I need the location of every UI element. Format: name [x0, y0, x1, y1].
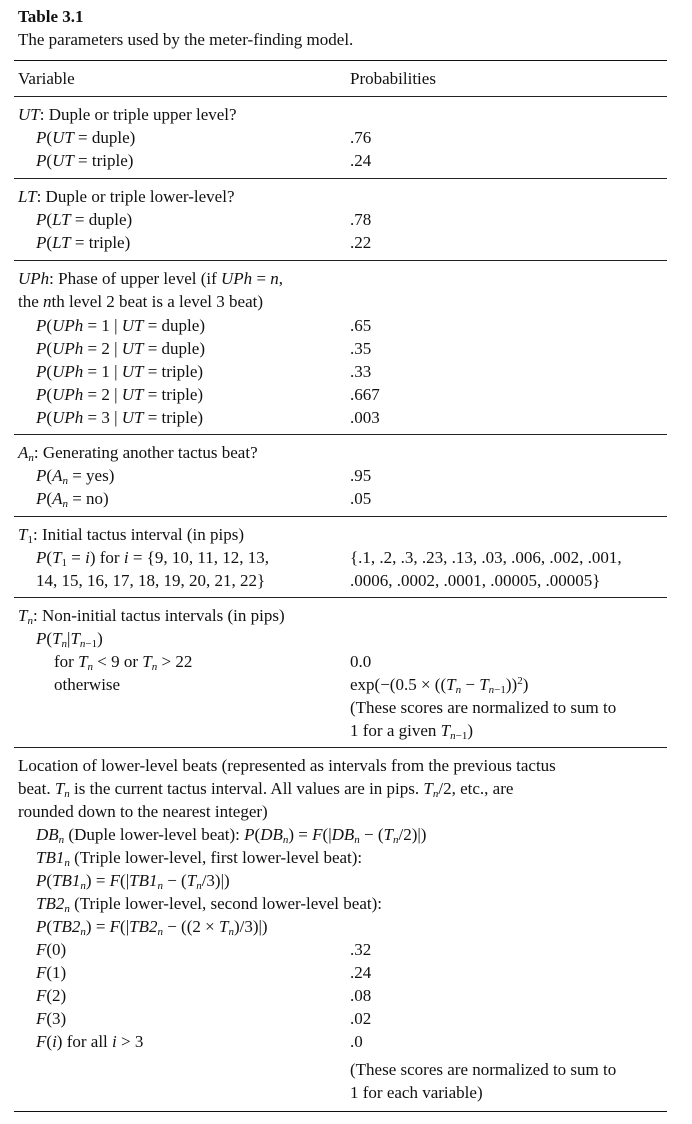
tn-note-line1: (These scores are normalized to sum to [350, 698, 617, 717]
fi-label: F(i) for all i > 3 [36, 1032, 144, 1051]
fi-value: .0 [350, 1032, 363, 1051]
section-rule [14, 260, 667, 261]
db-formula: $DB_n$ (Duple lower-level beat): $P(DB_n) = F(|DB_n - (T_n/2)|)$ [36, 825, 427, 846]
lower-desc-line2: beat. $T_n$ is the current tactus interval. All values are in pips. $T_n/2$, etc., are [18, 779, 514, 800]
table-row [0, 208, 692, 231]
f2-value: .08 [350, 986, 372, 1005]
table-row [0, 487, 692, 510]
header-variable: Variable [18, 69, 75, 88]
table-row [0, 267, 692, 290]
uph-3-triple-value: .003 [350, 408, 380, 427]
header-rule [14, 96, 667, 97]
table-row [0, 650, 692, 673]
table-row [0, 961, 692, 984]
tb1-desc: $TB1_n$ (Triple lower-level, first lower-level beat): [36, 848, 363, 869]
tn-range-label: for $T_n < 9$ or $T_n > 22$ [54, 652, 193, 673]
uph-1-triple-value: .33 [350, 362, 372, 381]
table-row [0, 314, 692, 337]
t1-formula-label: $P(T_1 = i)$ for i = {9, 10, 11, 12, 13, [36, 548, 269, 569]
section-rule [14, 597, 667, 598]
uph-2-duple-label: P(UPh = 2 | UT = duple) [36, 339, 205, 358]
table-row [0, 823, 692, 846]
table-row [0, 1007, 692, 1030]
lt-duple-value: .78 [350, 210, 372, 229]
table-row [0, 1030, 692, 1053]
t1-values-line1: {.1, .2, .3, .23, .13, .03, .006, .002, .001, [350, 548, 622, 567]
an-no-label: $P(A_n = no)$ [36, 489, 109, 510]
table-row [0, 569, 692, 592]
tb2-formula: $P(TB2_n) = F(|TB2_n - ((2 \times T_n)/3)|)$ [36, 917, 268, 938]
table-row [0, 383, 692, 406]
an-yes-value: .95 [350, 466, 372, 485]
t1-heading: $T_1$: Initial tactus interval (in pips) [18, 525, 244, 546]
lt-triple-label: P(LT = triple) [36, 233, 131, 252]
table-row [0, 523, 692, 546]
t1-formula-label-cont: 14, 15, 16, 17, 18, 19, 20, 21, 22} [36, 571, 266, 590]
tn-conditional-label: $P(T_n|T_{n-1})$ [36, 629, 103, 650]
table-row [0, 846, 692, 869]
uph-1-duple-label: P(UPh = 1 | UT = duple) [36, 316, 205, 335]
table-row [0, 185, 692, 208]
uph-1-triple-label: P(UPh = 1 | UT = triple) [36, 362, 204, 381]
table-row [0, 800, 692, 823]
lt-duple-label: P(LT = duple) [36, 210, 133, 229]
header-row [0, 67, 692, 90]
table-row [0, 126, 692, 149]
table-row [0, 696, 692, 719]
tn-otherwise-formula: $\exp(-(0.5 \times ((T_n - T_{n-1}))^2)$ [350, 675, 529, 696]
bottom-rule [14, 1111, 667, 1112]
f0-value: .32 [350, 940, 372, 959]
section-rule [14, 178, 667, 179]
an-yes-label: $P(A_n = yes)$ [36, 466, 115, 487]
top-rule [14, 60, 667, 61]
table-row [0, 915, 692, 938]
table-caption [18, 5, 678, 51]
f1-label: F(1) [36, 963, 67, 982]
ut-heading: UT: Duple or triple upper level? [18, 105, 237, 124]
table-row [0, 464, 692, 487]
ut-duple-label: P(UT = duple) [36, 128, 136, 147]
table-row [0, 984, 692, 1007]
an-heading: $A_n$: Generating another tactus beat? [18, 443, 258, 464]
f2-label: F(2) [36, 986, 67, 1005]
table-row [0, 627, 692, 650]
uph-3-triple-label: P(UPh = 3 | UT = triple) [36, 408, 204, 427]
table-row [0, 546, 692, 569]
tn-range-value: 0.0 [350, 652, 372, 671]
table-row [0, 441, 692, 464]
f3-label: F(3) [36, 1009, 67, 1028]
lower-desc-line1: Location of lower-level beats (represented as intervals from the previous tactus [18, 756, 556, 775]
table-row [0, 149, 692, 172]
f0-label: F(0) [36, 940, 67, 959]
table-row [0, 892, 692, 915]
table-row [0, 754, 692, 777]
uph-2-duple-value: .35 [350, 339, 372, 358]
uph-2-triple-label: P(UPh = 2 | UT = triple) [36, 385, 204, 404]
table-row [0, 1081, 692, 1104]
table-row [0, 103, 692, 126]
an-no-value: .05 [350, 489, 372, 508]
section-rule [14, 747, 667, 748]
table-row [0, 406, 692, 429]
table-number: Table 3.1 [18, 7, 84, 26]
ut-duple-value: .76 [350, 128, 372, 147]
section-rule [14, 434, 667, 435]
lower-desc-line3: rounded down to the nearest integer) [18, 802, 268, 821]
table-row [0, 604, 692, 627]
tn-heading: $T_n$: Non-initial tactus intervals (in pips) [18, 606, 285, 627]
section-rule [14, 516, 667, 517]
table-row [0, 869, 692, 892]
uph-1-duple-value: .65 [350, 316, 372, 335]
table-row [0, 231, 692, 254]
header-probabilities: Probabilities [350, 69, 436, 88]
table-row [0, 719, 692, 742]
t1-values-line2: .0006, .0002, .0001, .00005, .00005} [350, 571, 601, 590]
table-title: The parameters used by the meter-finding model. [18, 30, 354, 49]
tn-otherwise-label: otherwise [54, 675, 121, 694]
tb1-formula: $P(TB1_n) = F(|TB1_n - (T_n/3)|)$ [36, 871, 230, 892]
lt-heading: LT: Duple or triple lower-level? [18, 187, 235, 206]
tb2-desc: $TB2_n$ (Triple lower-level, second lower-level beat): [36, 894, 382, 915]
ut-triple-label: P(UT = triple) [36, 151, 134, 170]
table-row [0, 938, 692, 961]
table-row [0, 337, 692, 360]
f1-value: .24 [350, 963, 372, 982]
table-row [0, 360, 692, 383]
tn-note-line2: 1 for a given $T_{n-1}$) [350, 721, 473, 742]
f3-value: .02 [350, 1009, 372, 1028]
uph-heading-cont: the nth level 2 beat is a level 3 beat) [18, 292, 264, 311]
uph-2-triple-value: .667 [350, 385, 380, 404]
ut-triple-value: .24 [350, 151, 372, 170]
table-row [0, 1058, 692, 1081]
lt-triple-value: .22 [350, 233, 372, 252]
table-row [0, 673, 692, 696]
uph-heading: UPh: Phase of upper level (if UPh = n, [18, 269, 284, 288]
table-row [0, 290, 692, 313]
table-row [0, 777, 692, 800]
f-note-line1: (These scores are normalized to sum to [350, 1060, 617, 1079]
f-note-line2: 1 for each variable) [350, 1083, 483, 1102]
